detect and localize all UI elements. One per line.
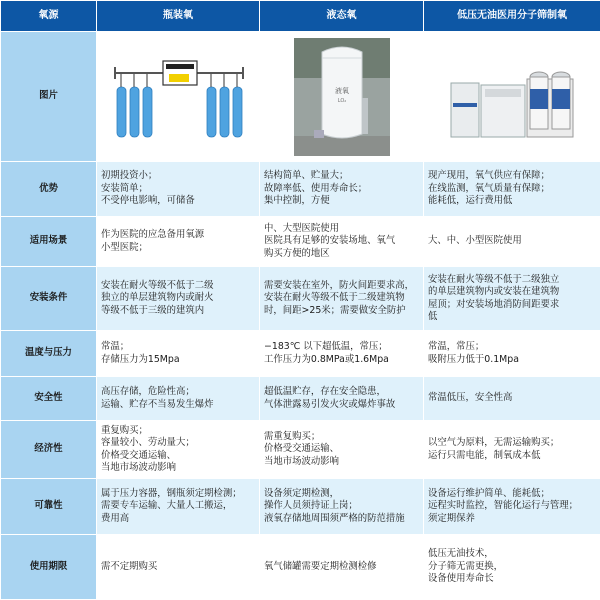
install-liquid [260,267,424,331]
text-line: 低 [428,311,438,322]
text-line: 作为医院的应急备用氧源 [101,229,205,240]
advantage-sieve [424,162,600,217]
reliability-liquid [260,479,424,535]
text-line: 结构简单、贮量大； [264,170,349,182]
text-line: 气体泄露易引发火灾或爆炸事故 [264,398,396,410]
text-line: 超低温贮存，存在安全隐患， [264,386,386,397]
text-line: 常温，常压； [428,341,485,352]
image-row [1,32,600,162]
text-line: 安装简单； [101,182,148,194]
reliability-sieve [424,479,600,535]
header-molecular-sieve-oxygen: 低压无油医用分子筛制氧 [424,1,600,32]
safety-sieve [424,377,600,421]
tank-label-sub: LO₂ [337,97,346,104]
reliability-bottled [97,479,260,535]
tank-label-text: 液氧 [334,86,349,95]
text-line: 价格受交通运输、 [264,443,340,455]
temp-bottled [97,331,260,377]
text-line: 屋顶；对安装场地消防间距要求 [428,298,560,310]
row-label-economy: 经济性 [1,421,97,479]
text-line: 需要安装在室外，防火间距要求高， [264,279,415,291]
economy-liquid [260,421,424,479]
text-line: 运输、贮存不当易发生爆炸 [101,398,214,410]
text-line: 设备使用寿命长 [428,573,494,585]
text-line: 集中控制，方便 [264,195,330,207]
header-bottled-oxygen: 瓶装氧 [97,1,260,32]
text-line: 需重复购买； [264,430,321,442]
text-line: 费用高 [101,512,130,524]
row-label-usage-period: 使用期限 [1,535,97,600]
row-label-temperature-pressure: 温度与压力 [1,331,97,377]
molecular-sieve-image [424,32,600,162]
text-line: 重复购买； [101,424,148,436]
text-line: 小型医院； [101,241,148,253]
header-liquid-oxygen: 液态氧 [260,1,424,32]
text-line: 当地市场波动影响 [264,455,340,467]
safety-bottled [97,377,260,421]
text-line: 运行只需电能，制氧成本低 [428,449,541,461]
text-line: 吸附压力低于0.1Mpa [428,353,519,365]
text-line: 属于压力容器，钢瓶须定期检测； [101,487,242,499]
text-line: 安装在耐火等级不低于二级独立 [428,273,560,285]
text-line: 低压无油技术， [428,548,494,560]
period-liquid [260,535,424,600]
advantage-bottled [97,162,260,217]
bottled-oxygen-image [97,32,260,162]
text-line: 分子筛无需更换， [428,560,504,572]
text-line: 大、中、小型医院使用 [428,235,522,247]
text-line: 安装在耐火等级不低于二级建筑物 [264,292,405,304]
text-line: 氧气储罐需要定期检测检修 [264,560,377,572]
row-install [1,267,600,331]
scenario-liquid [260,217,424,267]
text-line: 能耗低，运行费用低 [428,195,513,207]
text-line: 价格受交通运输、 [101,449,177,461]
safety-liquid [260,377,424,421]
row-label-install: 安装条件 [1,267,97,331]
text-line: 购买方便的地区 [264,247,330,259]
text-line: 的单层建筑物内或安装在建筑物 [428,286,560,297]
text-line: 等级不低于三级的建筑内 [101,304,205,316]
text-line: 不受停电影响，可储备 [101,195,195,207]
text-line: 需不定期购买 [101,560,158,572]
text-line: 远程实时监控，智能化运行与管理； [428,500,579,512]
liquid-oxygen-tank-illustration [294,38,390,156]
text-line: 在线监测，氧气质量有保障； [428,182,550,194]
row-label-image: 图片 [1,32,97,162]
row-economy [1,421,600,479]
economy-sieve [424,421,600,479]
scenario-sieve [424,217,600,267]
text-line: 液氧存储地周围须严格的防范措施 [264,512,405,524]
install-bottled [97,267,260,331]
period-sieve [424,535,600,600]
text-line: 当地市场波动影响 [101,462,177,473]
text-line: 安装在耐火等级不低于二级 [101,279,214,291]
text-line: 容量较小、劳动量大； [101,437,195,448]
row-usage-period [1,535,600,600]
header-oxygen-source: 氧源 [1,1,97,32]
text-line: 现产现用，氧气供应有保障； [428,170,550,182]
text-line: 高压存储，危险性高； [101,386,195,397]
row-temperature-pressure [1,331,600,377]
liquid-oxygen-image [260,32,424,162]
text-line: 须定期保养 [428,512,475,524]
period-bottled [97,535,260,600]
text-line: 以空气为原料，无需运输购买； [428,437,560,448]
text-line: 设备须定期检测， [264,487,340,499]
text-line: 设备运行维护简单、能耗低； [428,487,550,499]
economy-bottled [97,421,260,479]
row-label-scenario: 适用场景 [1,217,97,267]
row-reliability [1,479,600,535]
scenario-bottled [97,217,260,267]
text-line: 存储压力为15Mpa [101,353,180,365]
text-line: 中、大型医院使用 [264,222,340,234]
temp-liquid [260,331,424,377]
text-line: 初期投资小； [101,170,158,182]
header-row [1,1,600,32]
text-line: 独立的单层建筑物内或耐火 [101,292,214,304]
text-line: 操作人员须持证上岗； [264,500,358,512]
row-label-advantage: 优势 [1,162,97,217]
text-line: 故障率低、使用寿命长； [264,182,368,194]
text-line: 时，间距>25米；需要做安全防护 [264,304,406,316]
row-label-safety: 安全性 [1,377,97,421]
text-line: 医院具有足够的安装场地、氧气 [264,235,396,247]
row-scenario [1,217,600,267]
install-sieve [424,267,600,331]
row-label-reliability: 可靠性 [1,479,97,535]
text-line: 需要专车运输、大量人工搬运， [101,500,233,512]
temp-sieve [424,331,600,377]
row-safety [1,377,600,421]
text-line: 工作压力为0.8MPa或1.6Mpa [264,353,389,365]
text-line: 常温低压，安全性高 [428,392,513,404]
advantage-liquid [260,162,424,217]
row-advantage [1,162,600,217]
text-line: −183℃ 以下超低温，常压； [264,341,388,352]
oxygen-generator-illustration [447,49,577,144]
cylinder-manifold-illustration [103,49,253,144]
text-line: 常温； [101,341,130,352]
